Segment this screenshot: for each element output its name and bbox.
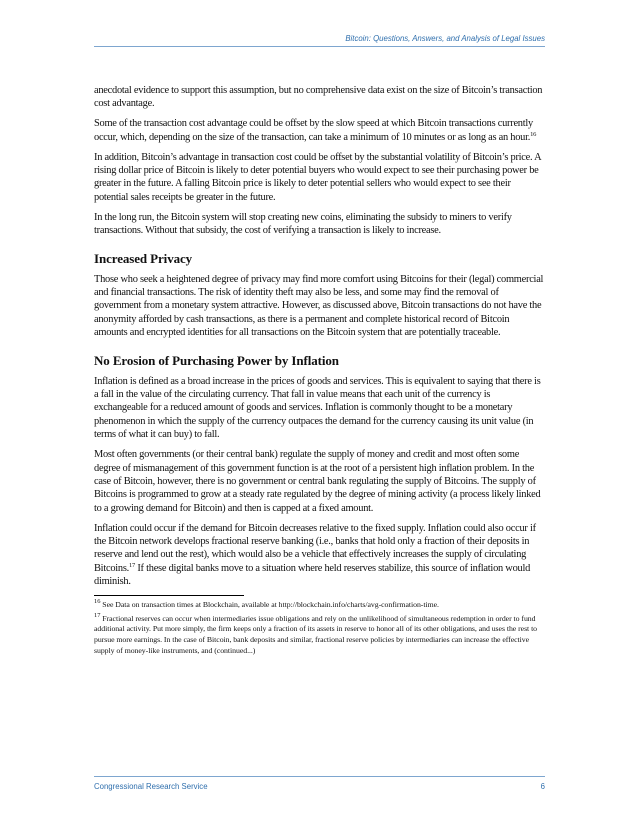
paragraph xyxy=(94,522,545,589)
footnote-text: See Data on transaction times at Blockchain, available at http://blockchain.info/charts/avg-confirmation-time. xyxy=(100,600,439,610)
footnote xyxy=(94,611,545,656)
footnote-divider xyxy=(94,595,244,596)
paragraph: Those who seek a heightened degree of privacy may find more comfort using Bitcoins for their (legal) commercial and financial transactions. The risk of identity theft may also be less, and some may find the removal of government from a monetary system attractive. However, as discussed above, Bitcoin transactions do not have the anonymity afforded by cash transactions, as there is a permanent and complete historical record of Bitcoin amounts and encrypted identities for all transactions on the Bitcoin system that are potentially traceable. xyxy=(94,273,544,339)
footnote xyxy=(94,600,545,611)
footnote-ref[interactable]: 16 xyxy=(530,130,537,138)
paragraph: Most often governments (or their central bank) regulate the supply of money and credit and most often some degree of mismanagement of this government function is at the root of a persistent high inflation problem. In the case of Bitcoin, however, there is no government or central bank regulating the supply of Bitcoins. The supply of Bitcoins is programmed to grow at a steady rate regulated by the degree of mining activity (a process likely linked to a growing demand for Bitcoin) and then is capped at a fixed amount. xyxy=(94,449,541,514)
running-header: Bitcoin: Questions, Answers, and Analysis of Legal Issues xyxy=(94,34,545,47)
footnote-number: 17 xyxy=(94,611,101,619)
footnote-ref[interactable]: 17 xyxy=(129,561,135,569)
paragraph-text: Some of the transaction cost advantage could be offset by the slow speed at which Bitcoin transactions currently occur, which, depending on the size of the transaction, can take a minimum of 10 minutes or as long as an hour. xyxy=(94,118,533,143)
paragraph: anecdotal evidence to support this assumption, but no comprehensive data exist on the size of Bitcoin’s transaction cost advantage. xyxy=(94,85,543,110)
footnote-number: 16 xyxy=(94,598,101,606)
page-body xyxy=(94,84,545,659)
page-number: 6 xyxy=(540,782,545,791)
paragraph-text: Inflation could occur if the demand for Bitcoin decreases relative to the fixed supply. Inflation could also occur if the Bitcoin network develops fractional reserve banking (i.e., banks that hold only a fraction of their deposits in reserve and lend out the rest), which would also be a vehicle that effectively increases the supply of circulating Bitcoins. xyxy=(94,522,536,574)
paragraph-text: If these digital banks move to a situation where held reserves stabilize, this source of inflation would diminish. xyxy=(94,562,531,588)
paragraph: In addition, Bitcoin’s advantage in transaction cost could be offset by the substantial volatility of Bitcoin’s price. A rising dollar price of Bitcoin is likely to deter potential buyers who would expect to see their purchasing power be greater in the future. A falling Bitcoin price is likely to deter potential sellers who would expect to see their potential sales receipts be greater in the future. xyxy=(94,151,541,203)
page-footer xyxy=(94,776,545,791)
paragraph xyxy=(94,117,545,144)
footer-org: Congressional Research Service xyxy=(94,782,208,791)
paragraph: In the long run, the Bitcoin system will stop creating new coins, eliminating the subsidy to miners to verify transactions. Without that subsidy, the cost of verifying a transaction is likely to increase. xyxy=(94,211,512,237)
section-heading-privacy: Increased Privacy xyxy=(94,250,193,266)
section-heading-inflation: No Erosion of Purchasing Power by Inflation xyxy=(94,352,339,368)
paragraph: Inflation is defined as a broad increase in the prices of goods and services. This is equivalent to saying that there is a fall in the value of the circulating currency. That fall in value means that each unit of the currency is exchangeable for a reduced amount of goods and services. Inflation is commonly thought to be a monetary phenomenon in which the supply of the currency outpaces the demand for the currency causing its unit value (in terms of what it can buy) to fall. xyxy=(94,375,541,441)
footnote-text: Fractional reserves can occur when intermediaries issue obligations and rely on the unlikelihood of simultaneous redemption in order to fund additional activity. Put more simply, the firm keeps only a fraction of its assets in reserve to honor all of its other obligations, and uses the rest to pursue more earnings. In the case of Bitcoin, bank deposits and similar, fractional reserve policies by intermediaries can increase the effective supply of money-like instruments, and (continued...) xyxy=(94,613,538,655)
